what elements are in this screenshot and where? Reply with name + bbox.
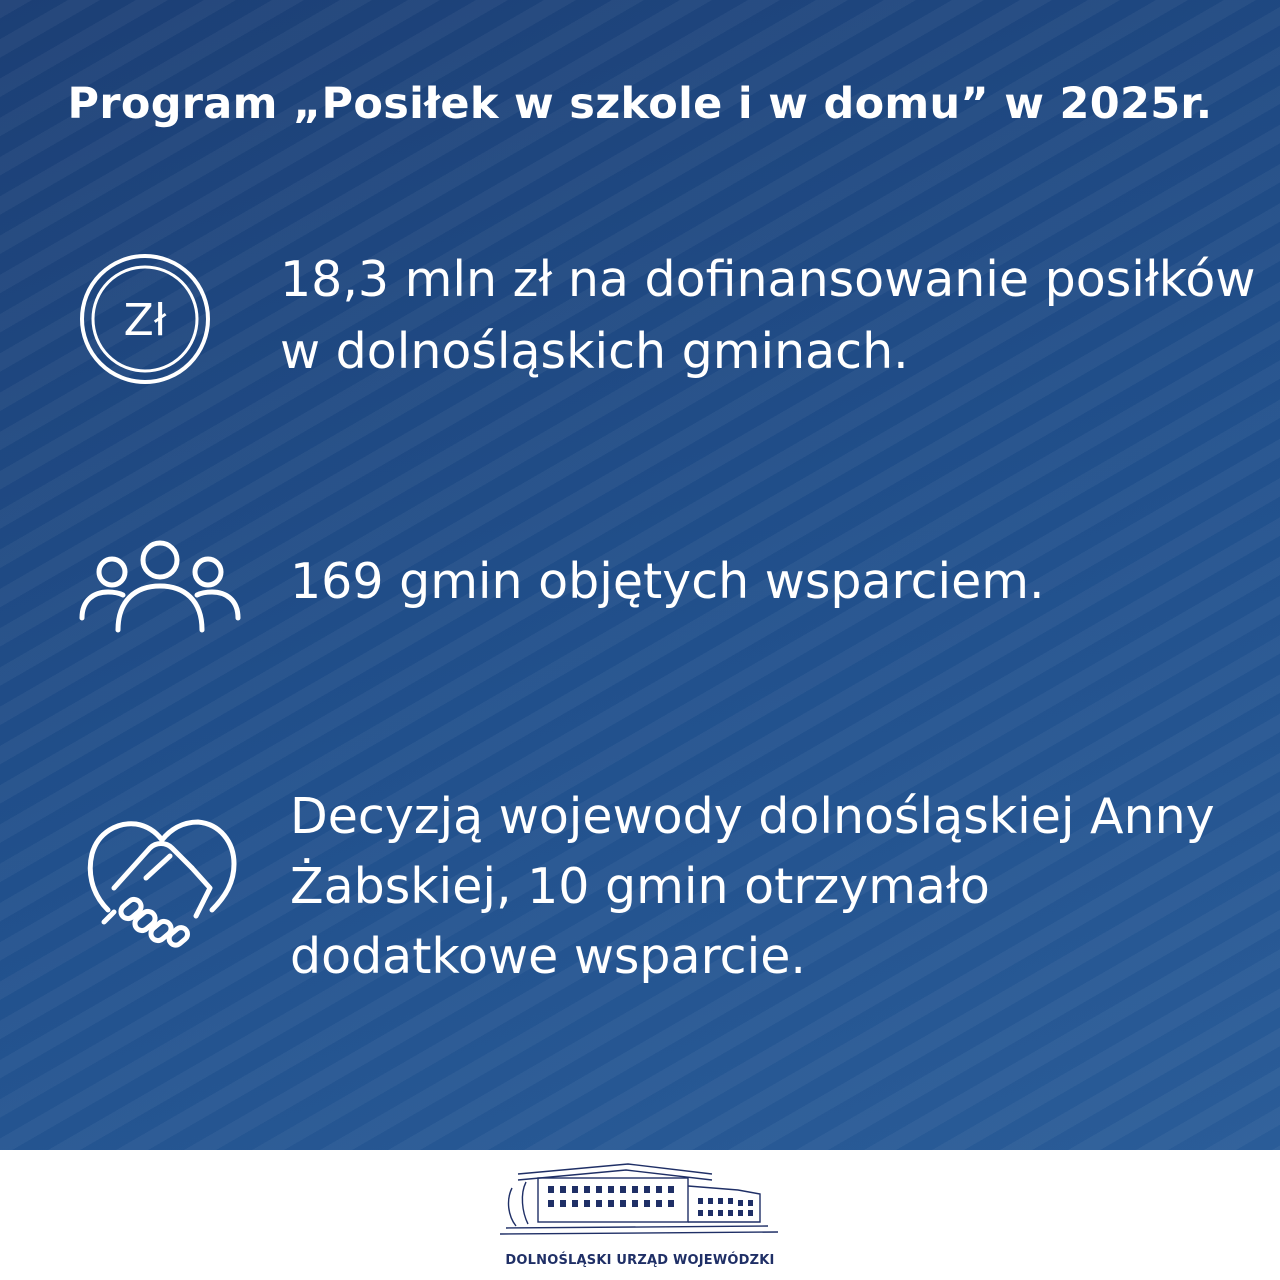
stat-municipalities-text: 169 gmin objętych wsparciem.	[290, 553, 1045, 610]
page-title: Program „Posiłek w szkole i w domu” w 2025r.	[67, 79, 1213, 129]
people-group-icon	[78, 538, 242, 634]
coin-symbol: Zł	[123, 295, 167, 346]
zloty-coin-icon	[78, 252, 212, 386]
handshake-heart-icon	[84, 818, 238, 958]
building-logo	[498, 1160, 782, 1240]
organization-name: DOLNOŚLĄSKI URZĄD WOJEWÓDZKI	[505, 1253, 775, 1268]
stat-additional-support-text: Decyzją wojewody dolnośląskiej Anny Żabskiej, 10 gmin otrzymało dodatkowe wsparcie.	[290, 788, 1215, 985]
stat-funding-text: 18,3 mln zł na dofinansowanie posiłków w dolnośląskich gminach.	[280, 251, 1256, 380]
